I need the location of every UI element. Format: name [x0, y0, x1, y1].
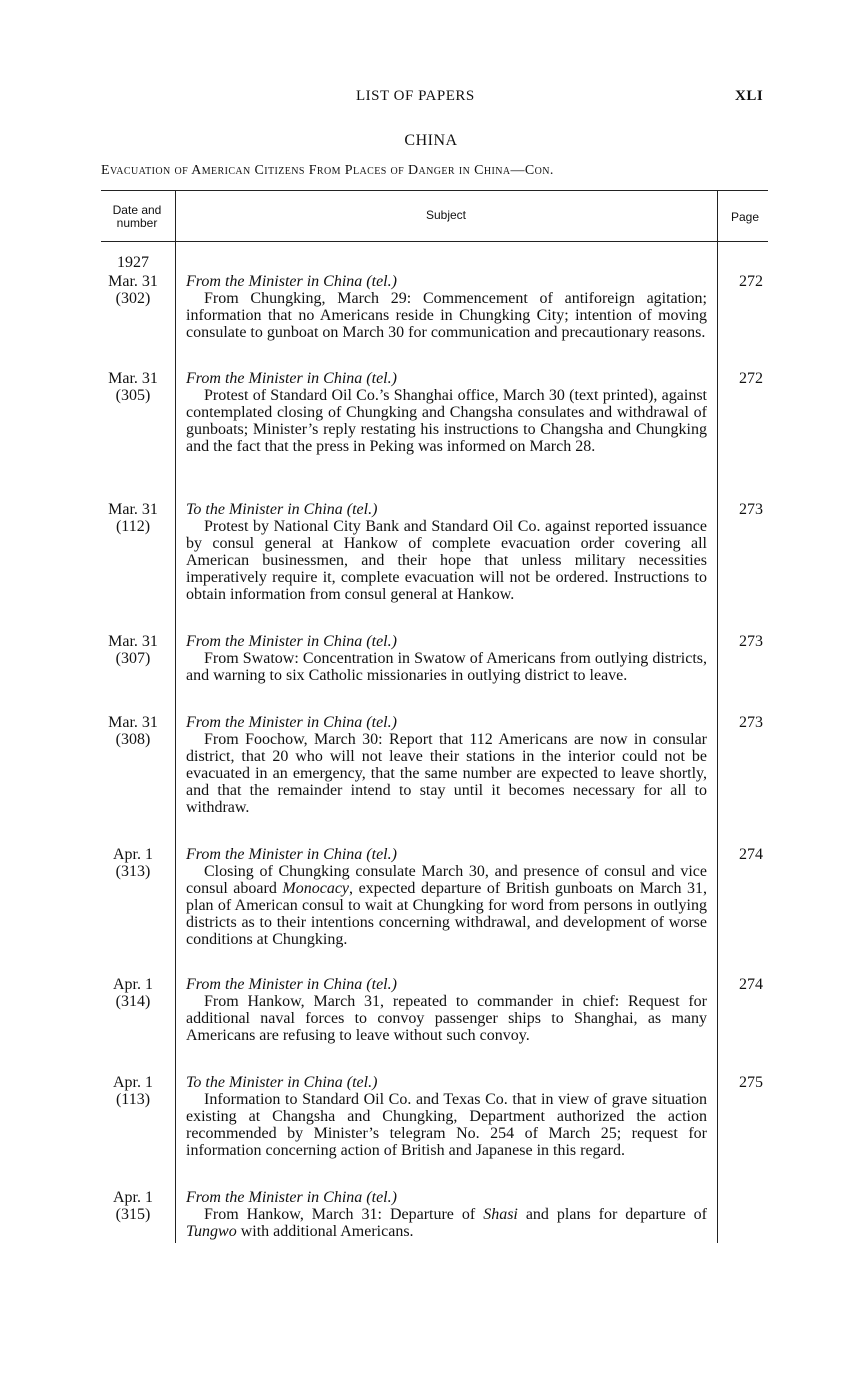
- entry-subject: [186, 273, 707, 341]
- entry-number: (313): [115, 863, 151, 880]
- column-header-date: Date and number: [112, 203, 162, 230]
- entry-body: From Swatow: Concentration in Swatow of Americans from outlying districts, and warning to six Catholic missionaries in outlying district to leave.: [186, 650, 707, 684]
- entry-number: (112): [115, 518, 151, 535]
- entry-page: 273: [739, 714, 763, 731]
- entry-subject: [186, 1074, 707, 1159]
- entry-date-text: Mar. 31: [108, 633, 158, 650]
- entry-heading: From the Minister in China (tel.): [186, 976, 397, 993]
- entry-date: [101, 501, 165, 535]
- section-subtitle: Evacuation of American Citizens From Places of Danger in China—Con.: [101, 163, 554, 178]
- entry-page: 274: [739, 846, 763, 863]
- entry-heading: From the Minister in China (tel.): [186, 846, 397, 863]
- entry-heading: From the Minister in China (tel.): [186, 714, 397, 731]
- entry-date-text: Apr. 1: [113, 846, 153, 863]
- entry-date-text: Mar. 31: [108, 714, 158, 731]
- entry-body: Closing of Chungking consulate March 30, and presence of consul and vice consul aboard Monocacy, expected departure of British gunboats on March 31, plan of American consul to wait at Chungking for word from persons in outlying districts as to their intentions concerning withdrawal, and development of worse conditions at Chungking.: [186, 863, 707, 948]
- entry-subject: [186, 370, 707, 455]
- entry-date-text: Apr. 1: [113, 1074, 153, 1091]
- entry-heading: To the Minister in China (tel.): [186, 501, 378, 518]
- entry-heading: From the Minister in China (tel.): [186, 1189, 397, 1206]
- entry-body: From Hankow, March 31, repeated to commander in chief: Request for additional naval forces to convoy passenger ships to Shanghai, as many Americans are refusing to leave without such convoy.: [186, 993, 707, 1044]
- entry-number: (307): [115, 650, 151, 667]
- page-column-divider: [717, 190, 718, 1243]
- entry-date: [101, 370, 165, 404]
- entry-date: [101, 714, 165, 748]
- entry-page: 274: [739, 976, 763, 993]
- running-head: [0, 88, 862, 110]
- entry-date-text: Apr. 1: [113, 1189, 153, 1206]
- entry-page: 273: [739, 501, 763, 518]
- section-title-text: CHINA: [404, 132, 458, 149]
- entry-date: [101, 273, 165, 307]
- entry-body: From Chungking, March 29: Commencement of antiforeign agitation; information that no Americans reside in Chungking City; intention of moving consulate to gunboat on March 30 for communication and precautionary reasons.: [186, 290, 707, 341]
- entry-body: Protest of Standard Oil Co.’s Shanghai office, March 30 (text printed), against contemplated closing of Chungking and Changsha consulates and withdrawal of gunboats; Minister’s reply restating his instructions to Changsha and Chungking and the fact that the press in Peking was informed on March 28.: [186, 387, 707, 455]
- entry-subject: [186, 501, 707, 603]
- entry-heading: From the Minister in China (tel.): [186, 273, 397, 290]
- entry-number: (302): [115, 290, 151, 307]
- entry-date: [101, 633, 165, 667]
- entry-body: From Foochow, March 30: Report that 112 Americans are now in consular district, that 20 who will not leave their stations in the interior could not be evacuated in an emergency, that the same number are expected to leave shortly, and that the remainder intend to stay until it becomes necessary for all to withdraw.: [186, 731, 707, 816]
- entry-body: Information to Standard Oil Co. and Texas Co. that in view of grave situation existing at Changsha and Chungking, Department authorized the action recommended by Minister’s telegram No. 254 of March 25; request for information concerning action of British and Japanese in this regard.: [186, 1091, 707, 1159]
- entry-subject: [186, 714, 707, 816]
- table-header-rule: [101, 241, 768, 242]
- entry-date-text: Mar. 31: [108, 501, 158, 518]
- entry-heading: From the Minister in China (tel.): [186, 370, 397, 387]
- entry-subject: [186, 633, 707, 684]
- table-top-rule: [101, 190, 768, 191]
- entry-number: (113): [115, 1091, 151, 1108]
- entry-heading: From the Minister in China (tel.): [186, 633, 397, 650]
- entry-subject: [186, 846, 707, 948]
- year-label: 1927: [117, 254, 149, 271]
- entry-page: 272: [739, 273, 763, 290]
- running-head-title: LIST OF PAPERS: [356, 88, 475, 104]
- papers-table: [101, 190, 768, 1243]
- entry-body: From Hankow, March 31: Departure of Shasi and plans for departure of Tungwo with additional Americans.: [186, 1206, 707, 1240]
- entry-date: [101, 1189, 165, 1223]
- entry-date-text: Apr. 1: [113, 976, 153, 993]
- entry-number: (305): [115, 387, 151, 404]
- column-header-subject: Subject: [425, 208, 467, 222]
- date-column-divider: [175, 190, 176, 1243]
- entry-date-text: Mar. 31: [108, 370, 158, 387]
- entry-page: 273: [739, 633, 763, 650]
- entry-date: [101, 1074, 165, 1108]
- entry-subject: [186, 976, 707, 1044]
- section-title: [0, 132, 862, 150]
- entry-date: [101, 846, 165, 880]
- entry-heading: To the Minister in China (tel.): [186, 1074, 378, 1091]
- entry-date-text: Mar. 31: [108, 273, 158, 290]
- entry-number: (315): [115, 1206, 151, 1223]
- entry-page: 272: [739, 370, 763, 387]
- entry-subject: [186, 1189, 707, 1240]
- entry-number: (308): [115, 731, 151, 748]
- entry-date: [101, 976, 165, 1010]
- entry-number: (314): [115, 993, 151, 1010]
- entry-page: 275: [739, 1074, 763, 1091]
- entry-body: Protest by National City Bank and Standard Oil Co. against reported issuance by consul general at Hankow of complete evacuation order covering all American businessmen, and their hope that unless military necessities imperatively require it, complete evacuation will not be ordered. Instructions to obtain information from consul general at Hankow.: [186, 518, 707, 603]
- running-head-page-number: XLI: [735, 88, 764, 104]
- column-header-page: Page: [730, 210, 760, 224]
